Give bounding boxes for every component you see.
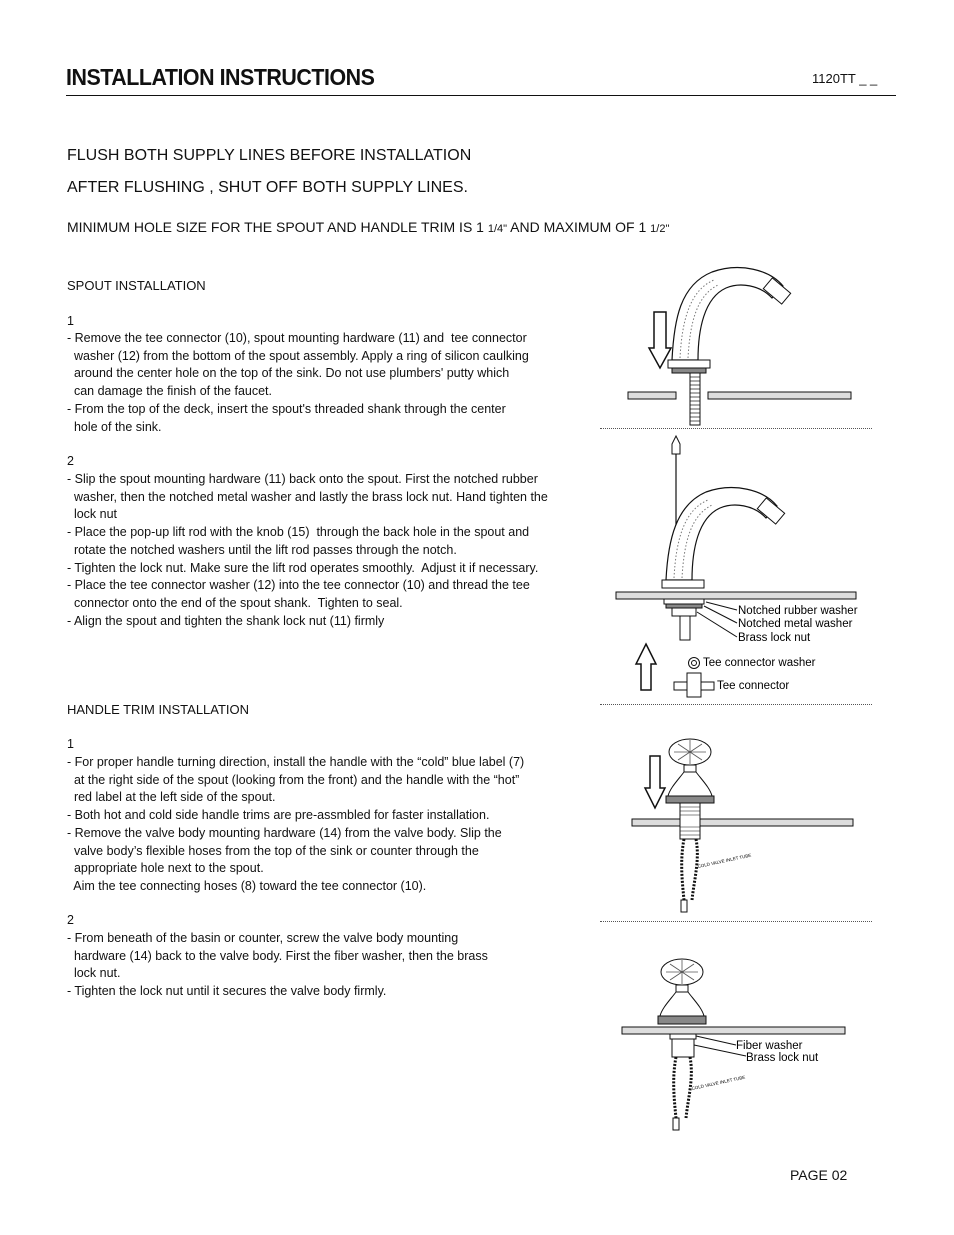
deck bbox=[622, 1027, 845, 1034]
max-hole-text: AND MAXIMUM OF 1 bbox=[507, 219, 651, 235]
lock-nut bbox=[672, 608, 696, 616]
spout-insert-diagram bbox=[600, 260, 872, 428]
instruction-line: - Align the spout and tighten the shank lock nut (11) firmly bbox=[67, 613, 385, 628]
spout-step2-text bbox=[67, 471, 548, 630]
instruction-line: - From the top of the deck, insert the spout's threaded shank through the center bbox=[67, 401, 506, 416]
flush-instruction: FLUSH BOTH SUPPLY LINES BEFORE INSTALLATION bbox=[67, 147, 472, 164]
label-tee-connector: Tee connector bbox=[717, 680, 790, 692]
handle-step2-number: 2 bbox=[67, 913, 74, 927]
deck-right bbox=[708, 392, 851, 399]
instruction-line: can damage the finish of the faucet. bbox=[67, 384, 272, 399]
down-arrow-icon bbox=[645, 756, 665, 808]
instruction-line: valve body’s flexible hoses from the top of the sink or counter through the bbox=[67, 843, 479, 858]
fiber-washer bbox=[670, 1034, 696, 1039]
max-hole-fraction: 1/2" bbox=[650, 223, 670, 235]
deck-left bbox=[628, 392, 676, 399]
handle-step1-text bbox=[67, 754, 524, 896]
instruction-line: hardware (14) back to the valve body. First the fiber washer, then the brass bbox=[67, 948, 488, 963]
instruction-line: - Place the tee connector washer (12) into the tee connector (10) and thread the tee bbox=[67, 578, 530, 593]
spout-heading: SPOUT INSTALLATION bbox=[67, 278, 206, 293]
handle-heading: HANDLE TRIM INSTALLATION bbox=[67, 702, 250, 717]
metal-washer bbox=[666, 604, 702, 608]
instruction-line: - Tighten the lock nut. Make sure the lift rod operates smoothly. Adjust it if necessary. bbox=[67, 560, 539, 575]
flexible-hose bbox=[674, 1057, 692, 1118]
handle-step1-number: 1 bbox=[67, 737, 74, 751]
label-fiber-washer: Fiber washer bbox=[736, 1040, 803, 1052]
instruction-line: - Remove the valve body mounting hardware (14) from the valve body. Slip the bbox=[67, 825, 502, 840]
instruction-line: lock nut bbox=[67, 507, 118, 522]
page-title: INSTALLATION INSTRUCTIONS bbox=[66, 64, 375, 90]
hose-label: COLD VALVE INLET TUBE bbox=[697, 852, 752, 869]
lock-nut bbox=[672, 1039, 694, 1057]
flexible-hose bbox=[682, 839, 698, 900]
spout-hardware-diagram bbox=[600, 430, 890, 702]
diagram-divider bbox=[600, 428, 872, 429]
instruction-line: red label at the left side of the spout. bbox=[67, 790, 276, 805]
instruction-line: - Remove the tee connector (10), spout mounting hardware (11) and tee connector bbox=[67, 331, 527, 345]
handle-bell bbox=[660, 992, 704, 1016]
spout-collar bbox=[672, 368, 706, 373]
instruction-line: rotate the notched washers until the lift rod passes through the notch. bbox=[67, 542, 457, 557]
instruction-line: washer (12) from the bottom of the spout assembly. Apply a ring of silicon caulking bbox=[67, 348, 529, 363]
spout-step1-text bbox=[67, 330, 529, 436]
label-tee-connector-washer: Tee connector washer bbox=[703, 657, 816, 669]
hose-label: COLD VALVE INLET TUBE bbox=[691, 1074, 746, 1091]
instruction-line: washer, then the notched metal washer and lastly the brass lock nut. Hand tighten the bbox=[67, 489, 548, 504]
handle-hardware-diagram bbox=[600, 950, 880, 1150]
spout-base bbox=[668, 360, 710, 368]
up-arrow-icon bbox=[636, 644, 656, 690]
shutoff-instruction: AFTER FLUSHING , SHUT OFF BOTH SUPPLY LINES. bbox=[67, 179, 468, 196]
handle-insert-diagram bbox=[600, 730, 872, 920]
label-notched-rubber-washer: Notched rubber washer bbox=[738, 605, 858, 617]
instruction-line: - Tighten the lock nut until it secures the valve body firmly. bbox=[67, 984, 387, 999]
instruction-line: - For proper handle turning direction, install the handle with the “cold” blue label (7) bbox=[67, 755, 525, 769]
rubber-washer bbox=[664, 599, 704, 604]
valve-shank bbox=[680, 803, 700, 839]
min-hole-size-note bbox=[67, 219, 669, 235]
instruction-line: lock nut. bbox=[67, 966, 121, 981]
deck bbox=[616, 592, 856, 599]
diagram-divider bbox=[600, 921, 872, 922]
instruction-line: hole of the sink. bbox=[67, 419, 162, 434]
instruction-line: connector onto the end of the spout shank. Tighten to seal. bbox=[67, 595, 403, 610]
instruction-line: at the right side of the spout (looking from the front) and the handle with the “hot” bbox=[67, 772, 520, 787]
model-number: 1120TT _ _ bbox=[812, 71, 878, 86]
instruction-line: - Both hot and cold side handle trims are pre-assmbled for faster installation. bbox=[67, 808, 490, 823]
header-rule bbox=[66, 95, 896, 96]
spout-base bbox=[662, 580, 704, 588]
min-hole-fraction: 1/4" bbox=[487, 223, 508, 235]
min-hole-text: MINIMUM HOLE SIZE FOR THE SPOUT AND HANDLE TRIM IS 1 bbox=[67, 219, 488, 235]
label-brass-lock-nut: Brass lock nut bbox=[746, 1052, 819, 1064]
deck bbox=[632, 819, 853, 826]
instruction-line: around the center hole on the top of the sink. Do not use plumbers' putty which bbox=[67, 366, 510, 381]
label-notched-metal-washer: Notched metal washer bbox=[738, 618, 853, 630]
handle-bell bbox=[668, 772, 712, 796]
handle-step2-text bbox=[67, 930, 488, 1001]
spout-step1-number: 1 bbox=[67, 314, 74, 328]
lift-rod-knob bbox=[672, 436, 680, 454]
instruction-line: - Slip the spout mounting hardware (11) back onto the spout. First the notched rubber bbox=[67, 472, 538, 486]
instruction-line: Aim the tee connecting hoses (8) toward the tee connector (10). bbox=[67, 878, 427, 893]
instruction-line: - From beneath of the basin or counter, screw the valve body mounting bbox=[67, 931, 459, 945]
spout-step2-number: 2 bbox=[67, 454, 74, 468]
threaded-shank bbox=[680, 616, 690, 640]
diagram-divider bbox=[600, 704, 872, 705]
instruction-line: appropriate hole next to the spout. bbox=[67, 861, 264, 876]
page-number: PAGE 02 bbox=[790, 1167, 848, 1183]
instruction-line: - Place the pop-up lift rod with the knob (15) through the back hole in the spout and bbox=[67, 525, 530, 540]
label-brass-lock-nut: Brass lock nut bbox=[738, 632, 811, 644]
